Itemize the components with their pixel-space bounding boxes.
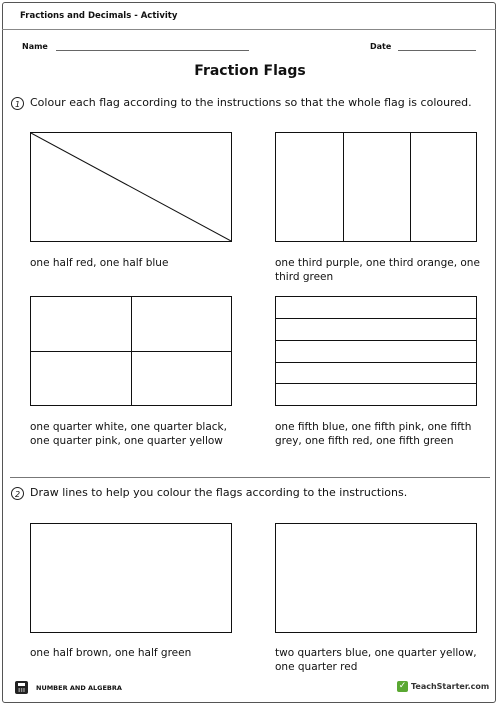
divider-line: [276, 340, 476, 341]
diagonal-line: [31, 133, 231, 241]
flag-fifths[interactable]: [275, 296, 477, 406]
page-title: Fraction Flags: [194, 63, 306, 79]
header-bar: [2, 2, 496, 30]
divider-line: [276, 383, 476, 384]
calculator-icon: [15, 681, 28, 694]
name-field[interactable]: [56, 50, 249, 51]
divider-line: [410, 133, 411, 241]
divider-line: [343, 133, 344, 241]
divider-line: [276, 362, 476, 363]
question-2-text: Draw lines to help you colour the flags according to the instructions.: [30, 486, 408, 499]
name-label: Name: [22, 42, 48, 51]
flag-quarters[interactable]: [30, 296, 232, 406]
flag-blank-2[interactable]: [275, 523, 477, 633]
divider-line: [276, 318, 476, 319]
flag-caption: one fifth blue, one fifth pink, one fifth grey, one fifth red, one fifth green: [275, 421, 472, 447]
question-2-number: 2: [11, 487, 24, 500]
check-icon: ✓: [398, 681, 407, 691]
flag-caption: one half brown, one half green: [30, 647, 192, 659]
flag-blank-1[interactable]: [30, 523, 232, 633]
date-label: Date: [370, 42, 392, 51]
header-title: Fractions and Decimals - Activity: [20, 11, 178, 21]
flag-thirds[interactable]: [275, 132, 477, 242]
divider-line: [31, 351, 231, 352]
flag-caption: one half red, one half blue: [30, 257, 169, 269]
flag-caption: one quarter white, one quarter black, one quarter pink, one quarter yellow: [30, 421, 227, 447]
flag-halves-diagonal[interactable]: [30, 132, 232, 242]
question-1-text: Colour each flag according to the instructions so that the whole flag is coloured.: [30, 96, 472, 109]
strand-label: NUMBER AND ALGEBRA: [36, 684, 122, 692]
flag-caption: two quarters blue, one quarter yellow, one quarter red: [275, 647, 477, 673]
date-field[interactable]: [398, 50, 476, 51]
flag-caption: one third purple, one third orange, one third green: [275, 257, 480, 283]
section-divider: [10, 477, 490, 478]
question-1-number: 1: [11, 97, 24, 110]
brand-name: TeachStarter.com: [411, 682, 490, 691]
